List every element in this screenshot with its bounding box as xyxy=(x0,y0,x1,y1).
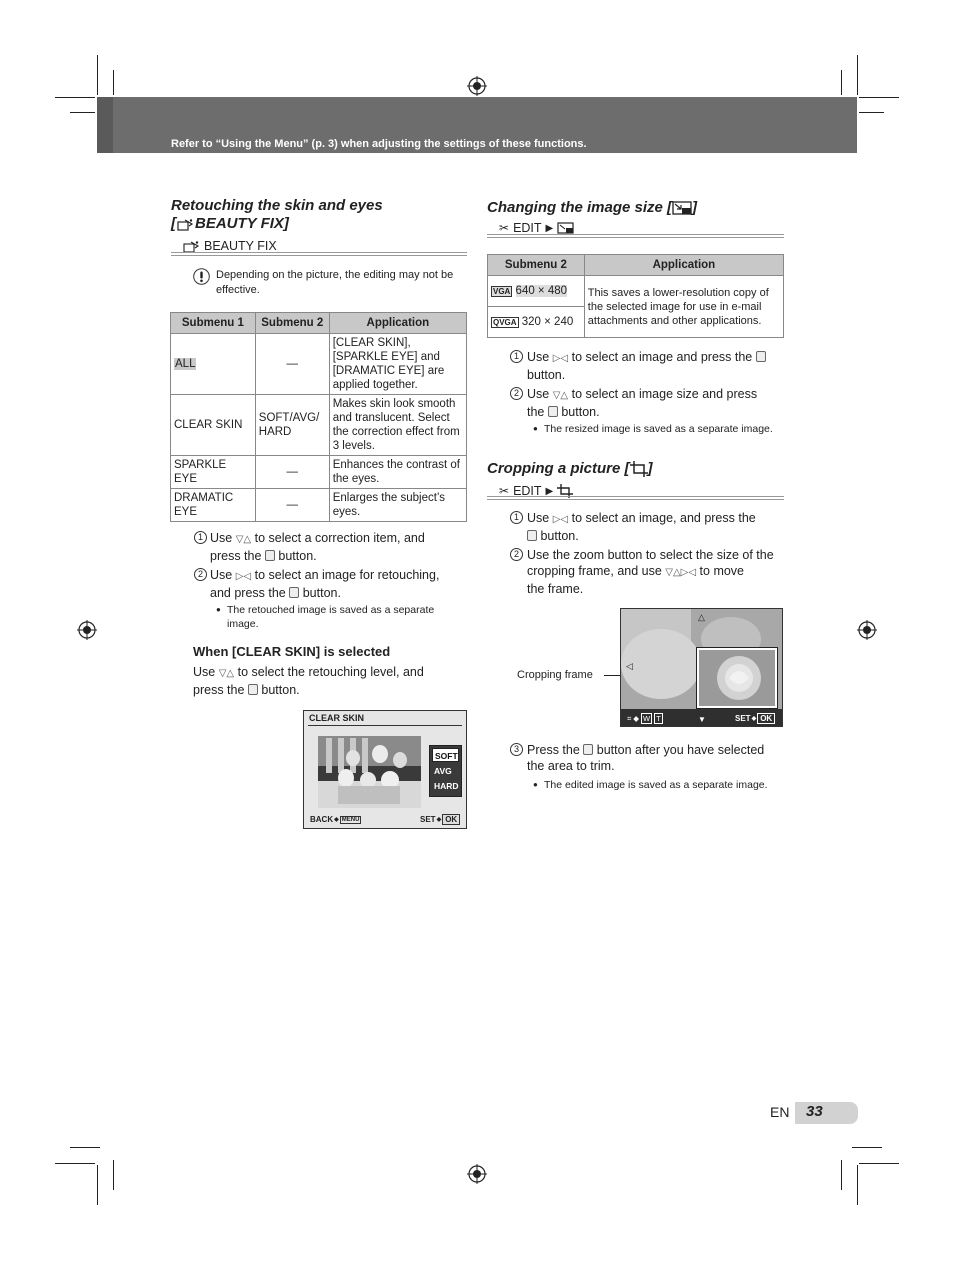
crop-step-3 xyxy=(527,742,789,774)
step-text: Use xyxy=(527,511,550,525)
left-arrow-icon[interactable]: ◁ xyxy=(626,661,633,671)
title-bracket: [ xyxy=(171,215,176,232)
table-cell: — xyxy=(255,489,329,522)
step-number-1: 1 xyxy=(510,350,523,363)
beauty-fix-path-label: BEAUTY FIX xyxy=(204,239,277,253)
table-row xyxy=(171,489,467,522)
four-way-arrows-icon: ▽△▷◁ xyxy=(665,567,697,578)
resize-title xyxy=(487,199,697,217)
step-number-2: 2 xyxy=(194,568,207,581)
table-header-row xyxy=(488,255,784,276)
step-number-1: 1 xyxy=(194,531,207,544)
step-text: Press the xyxy=(527,743,580,757)
registration-mark-icon xyxy=(77,620,97,640)
level-option[interactable]: HARD xyxy=(434,781,459,791)
divider xyxy=(171,252,467,256)
table-cell xyxy=(488,307,585,338)
step-text: Use xyxy=(527,350,550,364)
group-photo-image xyxy=(318,736,421,808)
table-header-row xyxy=(171,313,467,334)
ok-button-icon xyxy=(756,351,766,362)
qvga-badge-icon: QVGA xyxy=(493,317,517,327)
clear-skin-instruction xyxy=(193,664,468,698)
set-hint xyxy=(420,814,460,825)
level-menu xyxy=(429,745,462,797)
ok-button-icon xyxy=(248,684,258,695)
edit-label: EDIT xyxy=(513,484,542,498)
table-row xyxy=(171,456,467,489)
divider xyxy=(487,496,784,500)
step-text: to select an image for retouching, xyxy=(254,568,440,582)
ok-button-icon: OK xyxy=(442,814,460,825)
ok-button-icon xyxy=(548,406,558,417)
step-text: button. xyxy=(302,586,341,600)
crop-step-1 xyxy=(527,510,787,544)
step-text: the frame. xyxy=(527,582,584,596)
table-cell: [CLEAR SKIN], [SPARKLE EYE] and [DRAMATIC EYE] are applied together. xyxy=(329,334,466,395)
title-beauty-fix: BEAUTY FIX] xyxy=(195,215,289,232)
left-right-arrows-icon: ▷◁ xyxy=(552,514,569,525)
beauty-fix-icon xyxy=(183,240,200,253)
registration-mark-icon xyxy=(467,1164,487,1184)
clear-skin-screen xyxy=(303,710,467,829)
step-text: Use xyxy=(527,387,550,401)
crop-icon xyxy=(630,461,648,477)
table-row xyxy=(488,276,784,307)
up-down-arrows-icon: ▽△ xyxy=(552,390,569,401)
diamond-icon: ◆ xyxy=(436,817,442,823)
table-cell: Enlarges the subject’s eyes. xyxy=(329,489,466,522)
table-cell-highlight: ALL xyxy=(175,358,196,370)
step-text: Use xyxy=(210,531,233,545)
table-header: Submenu 2 xyxy=(488,255,585,276)
crop-title xyxy=(487,460,653,478)
step-number-2: 2 xyxy=(510,548,523,561)
edit-label: EDIT xyxy=(513,221,542,235)
step-text: button. xyxy=(527,368,566,382)
step-text: to select an image size and press xyxy=(571,387,758,401)
step-text: Use xyxy=(210,568,233,582)
rose-crop-image xyxy=(699,650,775,706)
level-option-selected[interactable]: SOFT xyxy=(432,748,459,762)
crop-title-end: ] xyxy=(647,460,653,477)
resize-bullet: ● The resized image is saved as a separate image. xyxy=(544,422,789,436)
resize-icon xyxy=(557,222,574,234)
step-text: button after you have selected xyxy=(596,743,765,757)
left-right-arrows-icon: ▷◁ xyxy=(552,353,569,364)
table-cell xyxy=(171,334,256,395)
step-text: button. xyxy=(561,405,600,419)
resize-title-end: ] xyxy=(692,199,698,216)
header-note: Refer to “Using the Menu” (p. 3) when adjusting the settings of these functions. xyxy=(171,138,587,150)
step-text: press the xyxy=(210,549,262,563)
clear-skin-subheading: When [CLEAR SKIN] is selected xyxy=(193,644,391,659)
screen-title: CLEAR SKIN xyxy=(309,713,365,723)
set-label: SET xyxy=(735,714,751,723)
beauty-fix-menu-path xyxy=(183,239,277,253)
step-text: to move xyxy=(699,564,745,578)
table-cell: DRAMATIC EYE xyxy=(171,489,256,522)
menu-button-icon: MENU xyxy=(341,816,360,823)
beauty-step-1 xyxy=(210,530,468,564)
beauty-fix-title-line2 xyxy=(171,215,383,233)
vga-badge-icon: VGA xyxy=(493,286,511,296)
beauty-bullet: ● The retouched image is saved as a separate image. xyxy=(227,603,467,631)
step-text: button. xyxy=(278,549,317,563)
beauty-fix-title xyxy=(171,197,383,233)
table-cell: Enhances the contrast of the eyes. xyxy=(329,456,466,489)
step-text: to select an image and press the xyxy=(571,350,753,364)
step-text: and press the xyxy=(210,586,286,600)
size-value: 640 × 480 xyxy=(515,284,568,297)
size-value: 320 × 240 xyxy=(521,315,574,328)
zoom-hint xyxy=(627,713,663,724)
table-header: Submenu 2 xyxy=(255,313,329,334)
play-arrow-icon: ▶ xyxy=(545,222,554,234)
step-text: to select an image, and press the xyxy=(571,511,756,525)
header-strip xyxy=(97,97,113,153)
divider xyxy=(487,234,784,238)
table-cell: SOFT/AVG/ HARD xyxy=(255,395,329,456)
scissors-icon: ✂ xyxy=(499,484,510,498)
up-down-arrows-icon: ▽△ xyxy=(218,668,235,679)
step-text: press the xyxy=(193,683,245,697)
caution-text: Depending on the picture, the editing may not be effective. xyxy=(216,269,454,296)
resize-title-text: Changing the image size [ xyxy=(487,199,673,216)
zoom-w-icon: W xyxy=(643,714,651,723)
step-text: button. xyxy=(540,529,579,543)
step-number-2: 2 xyxy=(510,387,523,400)
registration-mark-icon xyxy=(467,76,487,96)
step-text: Use xyxy=(193,665,216,679)
back-label: BACK xyxy=(310,815,334,824)
table-header: Application xyxy=(329,313,466,334)
step-text: cropping frame, and use xyxy=(527,564,662,578)
beauty-step-2 xyxy=(210,567,468,601)
cropping-frame[interactable] xyxy=(697,648,777,708)
step-text: Use the zoom button to select the size of the xyxy=(527,548,774,562)
crop-step-2 xyxy=(527,547,789,597)
resize-table xyxy=(487,254,784,338)
zoom-t-icon: T xyxy=(656,714,661,723)
crop-bullet: ● The edited image is saved as a separate image. xyxy=(544,778,789,792)
resize-icon xyxy=(672,201,692,215)
table-cell: CLEAR SKIN xyxy=(171,395,256,456)
step-text: to select a correction item, and xyxy=(254,531,425,545)
crop-title-text: Cropping a picture [ xyxy=(487,460,630,477)
table-header: Submenu 1 xyxy=(171,313,256,334)
resize-step-2 xyxy=(527,386,787,420)
play-arrow-icon: ▶ xyxy=(545,485,554,497)
ok-button-icon xyxy=(289,587,299,598)
crop-screen xyxy=(620,608,783,727)
beauty-fix-title-line1: Retouching the skin and eyes xyxy=(171,197,383,214)
table-cell: — xyxy=(255,456,329,489)
up-arrow-icon[interactable]: △ xyxy=(698,612,705,622)
page-number: 33 xyxy=(806,1103,823,1120)
diamond-icon: ◆ xyxy=(633,714,640,723)
page-number-box xyxy=(795,1102,858,1124)
crop-small-icon: ⌗ xyxy=(627,713,632,723)
beauty-fix-table xyxy=(170,312,467,522)
diamond-icon: ◆ xyxy=(751,716,757,722)
step-number-1: 1 xyxy=(510,511,523,524)
table-cell: SPARKLE EYE xyxy=(171,456,256,489)
table-cell: — xyxy=(255,334,329,395)
up-down-arrows-icon: ▽△ xyxy=(235,534,252,545)
table-row xyxy=(171,334,467,395)
set-hint xyxy=(735,713,775,724)
step-text: button. xyxy=(261,683,300,697)
resize-menu-path xyxy=(499,221,574,235)
table-cell: This saves a lower-resolution copy of the selected image for use in e-mail attachments and other applications. xyxy=(584,276,783,338)
table-row xyxy=(171,395,467,456)
table-cell: Makes skin look smooth and translucent. Select the correction effect from 3 levels. xyxy=(329,395,466,456)
step-text: the area to trim. xyxy=(527,759,615,773)
step-text: to select the retouching level, and xyxy=(237,665,424,679)
registration-mark-icon xyxy=(857,620,877,640)
left-right-arrows-icon: ▷◁ xyxy=(235,571,252,582)
down-arrow-icon[interactable]: ▼ xyxy=(698,715,706,724)
table-header: Application xyxy=(584,255,783,276)
ok-button-icon xyxy=(265,550,275,561)
ok-button-icon xyxy=(583,744,593,755)
screen-divider xyxy=(308,725,462,726)
resize-step-1 xyxy=(527,349,787,383)
ok-button-icon: OK xyxy=(757,713,775,724)
language-label: EN xyxy=(770,1104,790,1120)
step-text: the xyxy=(527,405,545,419)
beauty-fix-icon xyxy=(177,218,194,231)
diamond-icon: ◆ xyxy=(334,817,339,823)
set-label: SET xyxy=(420,815,436,824)
scissors-icon: ✂ xyxy=(499,221,510,235)
table-cell xyxy=(488,276,585,307)
ok-button-icon xyxy=(527,530,537,541)
back-hint xyxy=(310,815,361,824)
level-option[interactable]: AVG xyxy=(434,766,452,776)
cropping-frame-label: Cropping frame xyxy=(517,669,593,681)
caution-icon xyxy=(193,268,210,285)
step-number-3: 3 xyxy=(510,743,523,756)
